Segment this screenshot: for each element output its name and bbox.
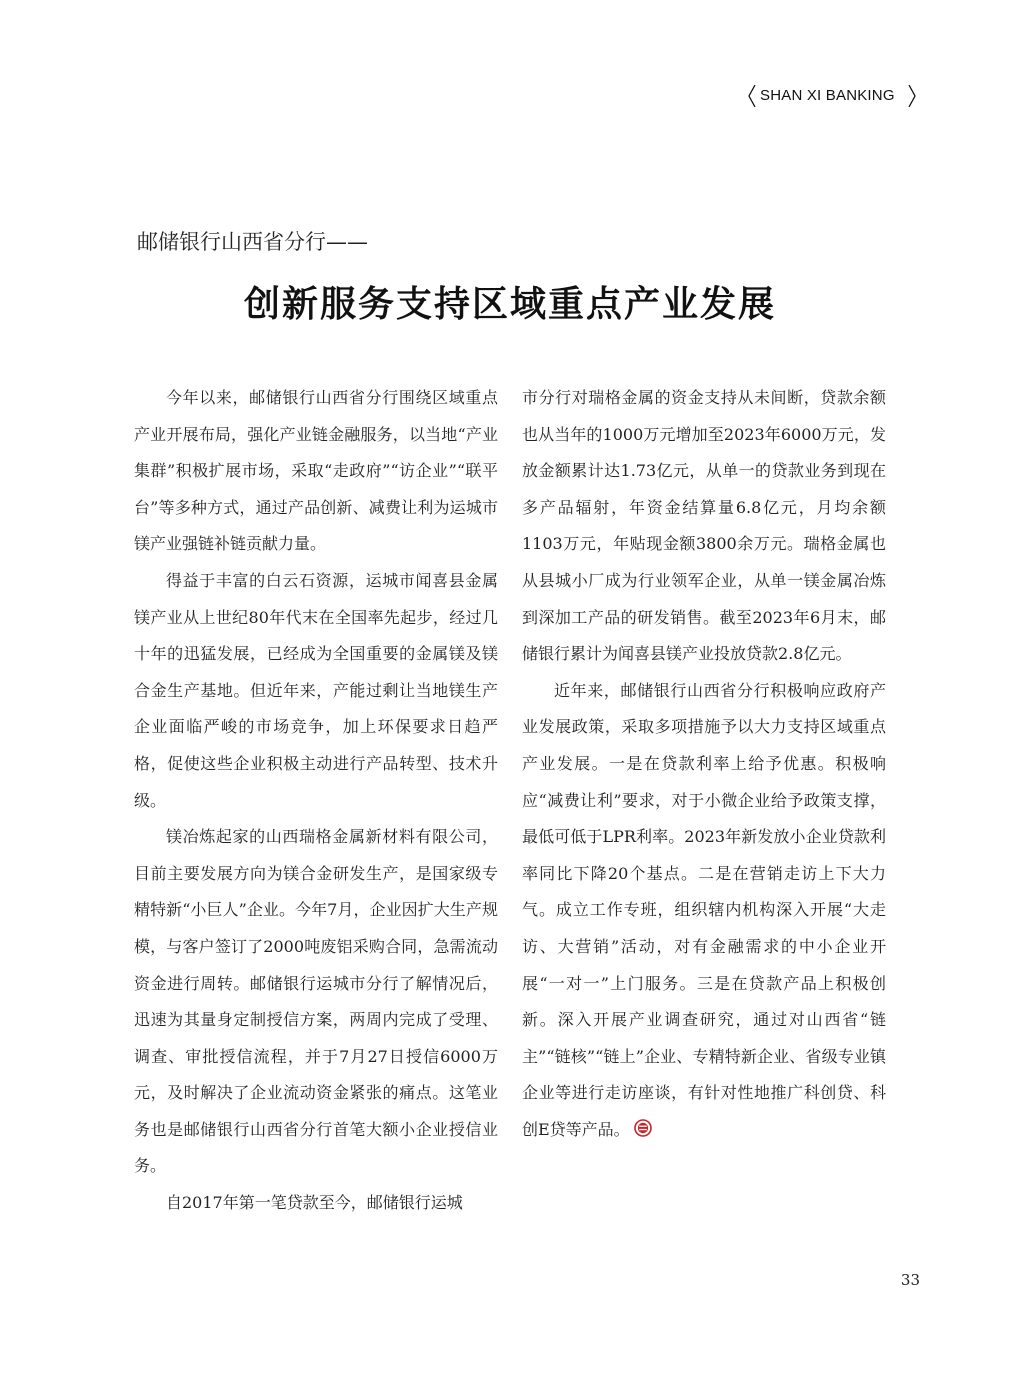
article-paragraph: 得益于丰富的白云石资源，运城市闻喜县金属镁产业从上世纪80年代末在全国率先起步，经过几十年的迅猛发展，已经成为全国重要的金属镁及镁合金生产基地。但近年来，产能过剩让当地镁生产企业面临严峻的市场竞争，加上环保要求日趋严格，促使这些企业积极主动进行产品转型、技术升级。: [134, 570, 498, 810]
article-title: 创新服务支持区域重点产业发展: [243, 283, 776, 325]
article-kicker: 邮储银行山西省分行——: [137, 230, 368, 254]
article-paragraph: 今年以来，邮储银行山西省分行围绕区域重点产业开展布局，强化产业链金融服务，以当地“产业集群”积极扩展市场，采取“走政府”“访企业”“联平台”等多种方式，通过产品创新、减费让利为运城市镁产业强链补链贡献力量。: [134, 388, 498, 554]
page-number: 33: [900, 1271, 920, 1289]
red-seal-icon: [634, 1119, 652, 1137]
article-paragraph: 市分行对瑞格金属的资金支持从未间断，贷款余额也从当年的1000万元增加至2023年6000万元，发放金额累计达1.73亿元，从单一的贷款业务到现在多产品辐射，年资金结算量6.8亿元，月均余额1103万元，年贴现金额3800余万元。瑞格金属也从县城小厂成为行业领军企业，从单一镁金属冶炼到深加工产品的研发销售。截至2023年6月末，邮储银行累计为闻喜县镁产业投放贷款2.8亿元。: [522, 388, 886, 664]
header-tag: [748, 84, 916, 108]
article-paragraph: 自2017年第一笔贷款至今，邮储银行运城: [166, 1193, 463, 1213]
section-tag: SHAN XI BANKING: [760, 87, 895, 104]
right-column: [522, 380, 886, 1148]
article-paragraph: 近年来，邮储银行山西省分行积极响应政府产业发展政策，采取多项措施予以大力支持区域重点产业发展。一是在贷款利率上给予优惠。积极响应“减费让利”要求，对于小微企业给予政策支撑，最低可低于LPR利率。2023年新发放小企业贷款利率同比下降20个基点。二是在营销走访上下大力气。成立工作专班，组织辖内机构深入开展“大走访、大营销”活动，对有金融需求的中小企业开展“一对一”上门服务。三是在贷款产品上积极创新。深入开展产业调查研究，通过对山西省“链主”“链核”“链上”企业、专精特新企业、省级专业镇企业等进行走访座谈，有针对性地推广科创贷、科创E贷等产品。: [522, 680, 886, 1139]
left-column: [134, 380, 498, 1222]
article-paragraph: 镁冶炼起家的山西瑞格金属新材料有限公司，目前主要发展方向为镁合金研发生产，是国家级专精特新“小巨人”企业。今年7月，企业因扩大生产规模，与客户签订了2000吨废铝采购合同，急需流动资金进行周转。邮储银行运城市分行了解情况后，迅速为其量身定制授信方案，两周内完成了受理、调查、审批授信流程，并于7月27日授信6000万元，及时解决了企业流动资金紧张的痛点。这笔业务也是邮储银行山西省分行首笔大额小企业授信业务。: [134, 827, 498, 1176]
